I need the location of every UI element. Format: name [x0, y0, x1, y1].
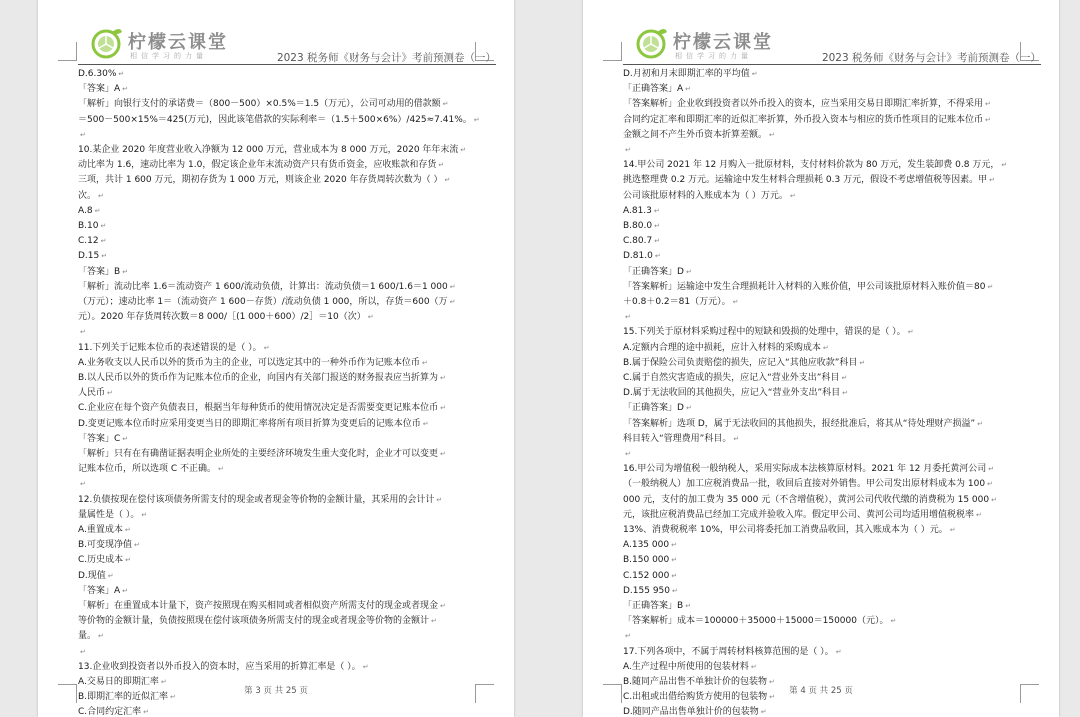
paragraph-mark-icon: ↵ [473, 115, 480, 124]
paragraph-mark-icon: ↵ [125, 556, 132, 565]
paragraph-mark-icon: ↵ [122, 586, 129, 595]
text-line [623, 508, 1041, 523]
line-text: 000 元，支付的加工费为 35 000 元（不含增值税），黄河公司代收代缴的消费税为 15 000 [623, 494, 990, 505]
line-text: C.属于自然灾害造成的损失，应记入“营业外支出”科目 [623, 373, 840, 384]
line-text: D.变更记账本位币时应采用变更当日的即期汇率将所有项目折算为变更后的记账本位币 [78, 418, 421, 429]
line-text: B.80.0 [623, 221, 653, 232]
text-line [623, 553, 1041, 568]
text-line [623, 705, 1041, 717]
text-line [78, 660, 496, 675]
line-text: D.属于无法收回的其他损失，应记入“营业外支出”科目 [623, 388, 841, 399]
paragraph-mark-icon: ↵ [987, 282, 994, 291]
paragraph-mark-icon: ↵ [985, 100, 991, 109]
blank-line [78, 477, 496, 492]
paragraph-mark-icon: ↵ [671, 556, 678, 565]
brand-logo [90, 24, 240, 64]
text-line [78, 599, 496, 614]
line-text: 「正确答案」B [623, 601, 684, 612]
paragraph-mark-icon: ↵ [769, 678, 775, 687]
paragraph-mark-icon: ↵ [134, 541, 140, 550]
paragraph-mark-icon: ↵ [685, 404, 692, 413]
text-line [623, 189, 1041, 204]
line-text: 量。 [78, 631, 97, 642]
paragraph-mark-icon: ↵ [625, 146, 631, 155]
line-text: 次。 [78, 190, 97, 201]
text-line [78, 614, 496, 629]
line-text: D.月初和月末即期汇率的平均值 [623, 69, 750, 79]
paragraph-mark-icon: ↵ [835, 647, 842, 656]
line-text: （一般纳税人）加工应税消费品一批，收回后直接对外销售。甲公司发出原材料成本为 100 [623, 479, 986, 490]
text-line [78, 265, 496, 280]
line-text: 记账本位币，所以选项 C 不正确。 [78, 464, 217, 475]
paragraph-mark-icon: ↵ [442, 100, 449, 109]
line-text: C.80.7 [623, 236, 653, 247]
text-line [78, 158, 496, 173]
text-line [78, 219, 496, 234]
paragraph-mark-icon: ↵ [263, 343, 270, 352]
line-text: A.业务收支以人民币以外的货币为主的企业，可以选定其中的一种外币作为记账本位币 [78, 357, 420, 368]
line-text: B.即期汇率的近似汇率 [78, 692, 169, 703]
text-line [623, 645, 1041, 660]
paragraph-mark-icon: ↵ [98, 191, 104, 200]
paragraph-mark-icon: ↵ [100, 222, 107, 231]
paragraph-mark-icon: ↵ [94, 206, 101, 215]
line-text: 「答案解析」运输途中发生合理损耗计入材料的入账价值，甲公司该批原材料入账价值＝80 [623, 281, 986, 292]
paragraph-mark-icon: ↵ [440, 374, 446, 383]
blank-line [78, 128, 496, 143]
paragraph-mark-icon: ↵ [976, 510, 982, 519]
text-line [78, 310, 496, 325]
paragraph-mark-icon: ↵ [170, 693, 176, 702]
text-line [623, 341, 1041, 356]
paragraph-mark-icon: ↵ [122, 434, 129, 443]
paragraph-mark-icon: ↵ [122, 267, 129, 276]
line-text: B.属于保险公司负责赔偿的损失，应记入“其他应收款”科目 [623, 357, 858, 368]
text-line [78, 249, 496, 264]
paragraph-mark-icon: ↵ [436, 495, 443, 504]
text-line [623, 462, 1041, 477]
paragraph-mark-icon: ↵ [107, 571, 114, 580]
page-header-title: 2023 税务师《财务与会计》考前预测卷（一） [276, 52, 496, 64]
paragraph-mark-icon: ↵ [987, 480, 993, 489]
text-line [78, 538, 496, 553]
text-line [623, 204, 1041, 219]
paragraph-mark-icon: ↵ [789, 191, 796, 200]
text-line [623, 432, 1041, 447]
text-line [623, 614, 1041, 629]
text-line [623, 173, 1041, 188]
text-line [78, 629, 496, 644]
line-text: 11.下列关于记账本位币的表述错误的是（ ）。 [78, 342, 262, 353]
text-line [623, 67, 1041, 82]
document-page-3 [38, 0, 514, 717]
text-line [78, 82, 496, 97]
line-text: A.定额内合理的途中损耗，应计入材料的采购成本 [623, 342, 821, 353]
paragraph-mark-icon: ↵ [685, 85, 692, 94]
text-line [623, 128, 1041, 143]
paragraph-mark-icon: ↵ [625, 632, 631, 641]
paragraph-mark-icon: ↵ [842, 389, 848, 398]
paragraph-mark-icon: ↵ [654, 237, 661, 246]
text-line [78, 584, 496, 599]
paragraph-mark-icon: ↵ [100, 237, 107, 246]
blank-line [78, 645, 496, 660]
crop-mark [58, 42, 77, 61]
paragraph-mark-icon: ↵ [1001, 161, 1008, 170]
line-text: 三项，共计 1 600 万元，期初存货为 1 000 万元，则该企业 2020 年存货周转次数为（ ） [78, 175, 443, 186]
line-text: 元，该批应税消费品已经加工完成并验收入库。假定甲公司、黄河公司均适用增值税税率 [623, 509, 975, 520]
paragraph-mark-icon: ↵ [822, 343, 829, 352]
line-text: 合同约定汇率和即期汇率的近似汇率折算，外币投入资本与相应的货币性项目的记账本位币 [623, 114, 984, 125]
line-text: C.历史成本 [78, 555, 124, 566]
paragraph-mark-icon: ↵ [760, 708, 767, 717]
crop-mark [603, 42, 622, 61]
text-line [78, 417, 496, 432]
line-text: 「答案解析」企业收到投资者以外币投入的资本，应当采用交易日即期汇率折算，不得采用 [623, 99, 984, 110]
paragraph-mark-icon: ↵ [438, 161, 445, 170]
text-line [78, 569, 496, 584]
header-divider [623, 64, 1041, 65]
line-text: A.135 000 [623, 540, 670, 551]
paragraph-mark-icon: ↵ [991, 495, 997, 504]
text-line [78, 113, 496, 128]
line-text: 等价物的金额计量，负债按照现在偿付该项债务所需支付的现金或者现金等价物的金额计 [78, 616, 430, 627]
line-text: 「正确答案」D [623, 266, 684, 277]
paragraph-mark-icon: ↵ [732, 298, 739, 307]
text-line [623, 523, 1041, 538]
line-text: B.10 [78, 221, 99, 232]
brand-logo [635, 24, 785, 64]
text-line [623, 249, 1041, 264]
text-line [623, 97, 1041, 112]
text-line [78, 189, 496, 204]
paragraph-mark-icon: ↵ [367, 313, 374, 322]
page-footer: 第 3 页 共 25 页 [244, 686, 308, 696]
line-text: D.现值 [78, 570, 106, 581]
paragraph-mark-icon: ↵ [949, 526, 956, 535]
text-line [623, 417, 1041, 432]
line-text: 17.下列各项中，不属于周转材料核算范围的是（ ）。 [623, 646, 834, 657]
lemon-logo-icon [635, 26, 669, 60]
text-line [623, 234, 1041, 249]
text-line [78, 553, 496, 568]
document-page-4 [583, 0, 1059, 717]
line-text: 15.下列关于原材料采购过程中的短缺和毁损的处理中，错误的是（ ）。 [623, 327, 906, 338]
text-line [623, 477, 1041, 492]
line-text: A.交易日的即期汇率 [78, 677, 159, 688]
paragraph-mark-icon: ↵ [421, 358, 428, 367]
line-text: 动比率为 1.6，速动比率为 1.0，假定该企业年末流动资产只有货币资金，应收账款和存货 [78, 160, 437, 171]
text-line [78, 356, 496, 371]
text-line [78, 67, 496, 82]
text-line [78, 295, 496, 310]
line-text: 挑选整理费 0.2 万元。运输途中发生材料合理损耗 0.3 万元，假设不考虑增值税等因素。甲 [623, 175, 988, 186]
line-text: B.随同产品出售不单独计价的包装物 [623, 677, 768, 688]
page-footer: 第 4 页 共 25 页 [789, 686, 853, 696]
paragraph-mark-icon: ↵ [80, 480, 86, 489]
text-line [78, 371, 496, 386]
line-text: D.155 950 [623, 585, 671, 596]
paragraph-mark-icon: ↵ [625, 313, 631, 322]
paragraph-mark-icon: ↵ [685, 602, 692, 611]
paragraph-mark-icon: ↵ [751, 70, 758, 78]
line-text: 「解析」只有在有确凿证据表明企业所处的主要经济环境发生重大变化时，企业才可以变更 [78, 449, 439, 460]
text-line [78, 493, 496, 508]
paragraph-mark-icon: ↵ [890, 617, 897, 626]
line-text: D.15 [78, 251, 100, 262]
paragraph-mark-icon: ↵ [80, 130, 86, 139]
blank-line [623, 143, 1041, 158]
paragraph-mark-icon: ↵ [122, 85, 129, 94]
paragraph-mark-icon: ↵ [988, 465, 995, 474]
line-text: B.以人民币以外的货币作为记账本位币的企业，向国内有关部门报送的财务报表应当折算为 [78, 373, 439, 384]
paragraph-mark-icon: ↵ [769, 130, 775, 139]
text-line [78, 508, 496, 523]
line-text: 人民币 [78, 388, 106, 399]
paragraph-mark-icon: ↵ [671, 571, 678, 580]
page-header-title: 2023 税务师《财务与会计》考前预测卷（一） [821, 52, 1041, 64]
paragraph-mark-icon: ↵ [143, 708, 150, 717]
line-text: ＋0.8＋0.2＝81（万元）。 [623, 297, 731, 308]
line-text: D.6.30% [78, 69, 117, 79]
line-text: A.重置成本 [78, 525, 123, 536]
text-line [623, 599, 1041, 614]
paragraph-mark-icon: ↵ [80, 328, 86, 337]
paragraph-mark-icon: ↵ [985, 115, 991, 124]
text-line [623, 538, 1041, 553]
text-line [623, 158, 1041, 173]
paragraph-mark-icon: ↵ [440, 450, 446, 459]
line-text: C.出租或出借给购货方使用的包装物 [623, 692, 768, 703]
line-text: C.12 [78, 236, 99, 247]
text-line [623, 82, 1041, 97]
line-text: A.8 [78, 205, 93, 216]
text-line [623, 584, 1041, 599]
line-text: A.生产过程中所使用的包装材料 [623, 661, 749, 672]
line-text: 「答案」A [78, 585, 121, 596]
text-line [623, 356, 1041, 371]
paragraph-mark-icon: ↵ [733, 434, 740, 443]
text-line [78, 401, 496, 416]
page-content [78, 67, 496, 717]
blank-line [623, 447, 1041, 462]
line-text: 「解析」向银行支付的承诺费＝（800－500）×0.5%＝1.5（万元），公司可动用的借款额 [78, 99, 441, 110]
paragraph-mark-icon: ↵ [440, 404, 447, 413]
line-text: D.随同产品出售单独计价的包装物 [623, 707, 759, 717]
line-text: 16.甲公司为增值税一般纳税人，采用实际成本法核算原材料。2021 年 12 月委托黄河公司 [623, 464, 987, 475]
text-line [78, 523, 496, 538]
paragraph-mark-icon: ↵ [859, 358, 866, 367]
paragraph-mark-icon: ↵ [977, 419, 983, 428]
line-text: C.合同约定汇率 [78, 707, 142, 717]
paragraph-mark-icon: ↵ [218, 465, 224, 474]
text-line [78, 341, 496, 356]
brand-slogan: 相信学习的力量 [675, 52, 752, 60]
line-text: A.81.3 [623, 205, 652, 216]
paragraph-mark-icon: ↵ [80, 647, 86, 656]
line-text: 14.甲公司 2021 年 12 月购入一批原材料，支付材料价款为 80 万元，发生装卸费 0.8 万元， [623, 160, 1000, 171]
line-text: 「正确答案」A [623, 84, 684, 95]
text-line [78, 386, 496, 401]
paragraph-mark-icon: ↵ [653, 206, 660, 215]
line-text: 元）。2020 年存货周转次数＝8 000/［(1 000＋600）/2］＝10（次） [78, 312, 366, 323]
line-text: B.150 000 [623, 555, 670, 566]
paragraph-mark-icon: ↵ [769, 693, 776, 702]
paragraph-mark-icon: ↵ [431, 617, 437, 626]
text-line [78, 97, 496, 112]
paragraph-mark-icon: ↵ [989, 176, 995, 185]
line-text: 12.负债按现在偿付该项债务所需支付的现金或者现金等价物的金额计量，其采用的会计计 [78, 494, 435, 505]
paragraph-mark-icon: ↵ [98, 632, 104, 641]
paragraph-mark-icon: ↵ [460, 146, 467, 154]
line-text: 「答案」C [78, 433, 121, 444]
text-line [623, 386, 1041, 401]
text-line [623, 325, 1041, 340]
paragraph-mark-icon: ↵ [141, 510, 148, 519]
paragraph-mark-icon: ↵ [625, 450, 631, 459]
paragraph-mark-icon: ↵ [118, 70, 125, 78]
line-text: 「答案解析」选项 D，属于无法收回的其他损失，报经批准后，将其从“待处理财产损溢” [623, 418, 976, 429]
brand-slogan: 相信学习的力量 [130, 52, 207, 60]
paragraph-mark-icon: ↵ [124, 526, 131, 535]
text-line [78, 432, 496, 447]
paragraph-mark-icon: ↵ [107, 389, 113, 398]
line-text: 公司该批原材料的入账成本为（ ）万元。 [623, 190, 788, 201]
paragraph-mark-icon: ↵ [362, 662, 369, 671]
paragraph-mark-icon: ↵ [654, 252, 661, 261]
line-text: C.企业应在每个资产负债表日，根据当年每种货币的使用情况决定是否需要变更记账本位币 [78, 403, 439, 414]
line-text: 10.某企业 2020 年度营业收入净额为 12 000 万元，营业成本为 8 000 万元，2020 年年末流 [78, 145, 459, 155]
blank-line [78, 325, 496, 340]
text-line [623, 219, 1041, 234]
text-line [623, 660, 1041, 675]
line-text: 13.企业收到投资者以外币投入的资本时，应当采用的折算汇率是（ ）。 [78, 661, 361, 672]
text-line [623, 280, 1041, 295]
line-text: 「解析」在重置成本计量下，资产按照现在购买相同或者相似资产所需支付的现金或者现金 [78, 601, 439, 612]
paragraph-mark-icon: ↵ [841, 374, 848, 383]
text-line [623, 569, 1041, 584]
paragraph-mark-icon: ↵ [440, 602, 446, 611]
line-text: （万元）；速动比率 1＝（流动资产 1 600－存货）/流动负债 1 000，所以，存货＝600（万 [78, 297, 448, 308]
brand-name: 柠檬云课堂 [673, 32, 773, 53]
blank-line [623, 310, 1041, 325]
text-line [623, 371, 1041, 386]
text-line [78, 447, 496, 462]
paragraph-mark-icon: ↵ [449, 298, 456, 307]
line-text: 13%、消费税税率 10%，甲公司将委托加工消费品收回，其入账成本为（ ）元。 [623, 525, 948, 536]
paragraph-mark-icon: ↵ [685, 267, 692, 276]
paragraph-mark-icon: ↵ [444, 176, 451, 185]
text-line [78, 462, 496, 477]
line-text: C.152 000 [623, 570, 670, 581]
line-text: 「答案」B [78, 266, 121, 277]
line-text: D.81.0 [623, 251, 653, 262]
paragraph-mark-icon: ↵ [160, 678, 167, 687]
paragraph-mark-icon: ↵ [101, 252, 108, 261]
brand-name: 柠檬云课堂 [128, 32, 228, 53]
paragraph-mark-icon: ↵ [671, 541, 677, 550]
line-text: ＝500－500×15%＝425(万元)，因此该笔借款的实际利率＝（1.5＋500×6%）/425≈7.41%。 [78, 114, 472, 125]
paragraph-mark-icon: ↵ [449, 282, 456, 291]
paragraph-mark-icon: ↵ [422, 419, 429, 428]
lemon-logo-icon [90, 26, 124, 60]
text-line [78, 173, 496, 188]
blank-line [623, 629, 1041, 644]
line-text: 金额之间不产生外币资本折算差额。 [623, 129, 768, 140]
paragraph-mark-icon: ↵ [654, 222, 660, 231]
line-text: 科目转入“管理费用”科目。 [623, 433, 732, 444]
line-text: 「答案」A [78, 84, 121, 95]
text-line [78, 705, 496, 717]
line-text: 「正确答案」D [623, 403, 684, 414]
header-divider [78, 64, 496, 65]
paragraph-mark-icon: ↵ [672, 586, 678, 595]
text-line [623, 493, 1041, 508]
text-line [623, 113, 1041, 128]
line-text: 「答案解析」成本＝100000＋35000＋15000＝150000（元）。 [623, 616, 889, 627]
line-text: 量属性是（ ）。 [78, 509, 140, 520]
page-content [623, 67, 1041, 717]
paragraph-mark-icon: ↵ [750, 662, 757, 671]
text-line [78, 143, 496, 158]
text-line [623, 401, 1041, 416]
text-line [78, 234, 496, 249]
paragraph-mark-icon: ↵ [907, 328, 914, 337]
line-text: 「解析」流动比率 1.6＝流动资产 1 600/流动负债，计算出：流动负债＝1 600/1.6＝1 000 [78, 281, 448, 292]
text-line [623, 295, 1041, 310]
text-line [78, 280, 496, 295]
text-line [623, 265, 1041, 280]
text-line [78, 204, 496, 219]
line-text: B.可变现净值 [78, 540, 133, 551]
